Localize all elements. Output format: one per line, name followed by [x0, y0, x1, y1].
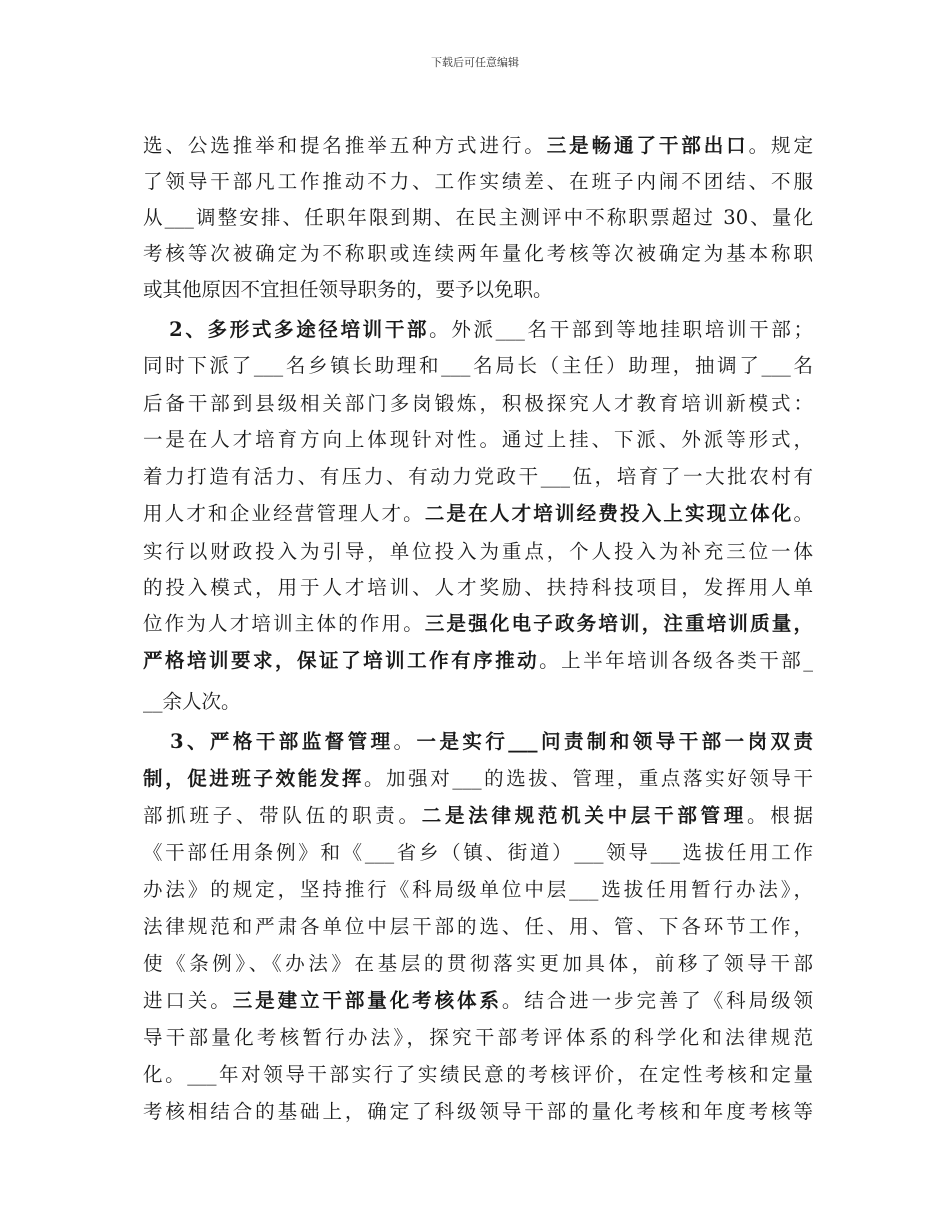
text-line	[143, 459, 813, 495]
body-text: 后备干部到县级相关部门多岗锻炼，积极探究人才教育培训新模式：	[143, 392, 813, 415]
text-line	[143, 983, 813, 1019]
body-text: 进口关。	[143, 989, 233, 1012]
text-line	[143, 872, 813, 908]
bold-heading-text: 二是法律规范机关中层干部管理	[421, 804, 748, 827]
body-text: 导干部量化考核暂行办法》，探究干部考评体系的科学化和法律规范	[143, 1026, 813, 1049]
body-text: 部抓班子、带队伍的职责。	[143, 804, 422, 827]
body-text: 着力打造有活力、有压力、有动力党政干___伍，培育了一大批农村有	[143, 465, 813, 488]
bold-heading-text: 二是在人才培训经费投入上实现立体化	[424, 502, 794, 525]
body-text: 或其他原因不宜担任领导职务的，要予以免职。	[143, 278, 553, 301]
body-text: 。外派___名干部到等地挂职培训干部；	[429, 318, 813, 341]
text-line	[143, 1020, 813, 1056]
text-line	[147, 312, 813, 348]
text-line	[143, 909, 813, 945]
body-text: 《干部任用条例》和《___省乡（镇、街道）___领导___选拔任用工作	[143, 841, 813, 864]
body-text: 一是在人才培育方向上体现针对性。通过上挂、下派、外派等形式，	[143, 428, 813, 451]
text-line	[143, 684, 813, 720]
body-text: 位作为人才培训主体的作用。	[143, 612, 425, 635]
body-text: 。结合进一步完善了《科局级领	[501, 989, 813, 1012]
body-text: 考核相结合的基础上，确定了科级领导干部的量化考核和年度考核等	[143, 1100, 813, 1123]
body-text: 。加强对___的选拔、管理，重点落实好领导干	[363, 767, 813, 790]
text-line	[143, 534, 813, 570]
body-text: 选、公选推举和提名推举五种方式进行。	[143, 134, 547, 157]
body-text: 化。___年对领导干部实行了实绩民意的考核评价，在定性考核和定量	[143, 1063, 813, 1086]
bold-heading-text: 三是畅通了干部出口	[546, 134, 749, 157]
body-text: 的投入模式，用于人才培训、人才奖励、扶持科技项目，发挥用人单	[143, 576, 813, 599]
text-line	[143, 164, 813, 200]
bold-heading-text: 三是建立干部量化考核体系	[232, 989, 502, 1012]
body-text: 使《条例》、《办法》在基层的贯彻落实更加具体，前移了领导干部	[143, 952, 813, 975]
body-text: 。	[793, 502, 813, 525]
text-line	[143, 128, 813, 164]
text-line	[143, 835, 813, 871]
bold-heading-text: 3、严格干部监督管理	[147, 730, 394, 753]
text-line	[143, 236, 813, 272]
text-line	[143, 272, 813, 308]
body-text: 从___调整安排、任职年限到期、在民主测评中不称职票超过 30、量化	[143, 206, 813, 229]
body-text: 实行以财政投入为引导，单位投入为重点，个人投入为补充三位一体	[143, 540, 813, 563]
text-line	[147, 724, 813, 760]
text-line	[143, 798, 813, 834]
bold-heading-text: 一是实行___问责制和领导干部一岗双责	[416, 730, 813, 753]
text-line	[143, 422, 813, 458]
text-line	[143, 946, 813, 982]
text-line	[143, 200, 813, 236]
body-text: 同时下派了___名乡镇长助理和___名局长（主任）助理，抽调了___名	[143, 354, 813, 377]
body-text: 考核等次被确定为不称职或连续两年量化考核等次被确定为基本称职	[143, 242, 813, 265]
body-text: 法律规范和严肃各单位中层干部的选、任、用、管、下各环节工作，	[143, 915, 813, 938]
text-line	[143, 1094, 813, 1130]
bold-heading-text: 制，促进班子效能发挥	[143, 767, 364, 790]
body-text: 。	[393, 730, 417, 753]
bold-heading-text: 三是强化电子政务培训，注重培训质量，	[424, 612, 813, 635]
text-line	[143, 606, 813, 642]
text-line	[143, 570, 813, 606]
text-line	[143, 348, 813, 384]
text-line	[143, 643, 813, 679]
bold-heading-text: 2、多形式多途径培训干部	[147, 318, 430, 341]
body-text: 用人才和企业经营管理人才。	[143, 502, 425, 525]
page-header: 下载后可任意编辑	[431, 56, 519, 69]
text-line	[143, 761, 813, 797]
bold-heading-text: 严格培训要求，保证了培训工作有序推动	[143, 649, 540, 672]
text-line	[143, 1057, 813, 1093]
body-text: 了领导干部凡工作推动不力、工作实绩差、在班子内闹不团结、不服	[143, 170, 813, 193]
body-text: 。上半年培训各级各类干部_	[539, 649, 813, 672]
body-text: 。规定	[748, 134, 813, 157]
body-text: 。根据	[747, 804, 813, 827]
body-text: 办法》的规定，坚持推行《科局级单位中层___选拔任用暂行办法》，	[143, 878, 813, 901]
text-line	[143, 496, 813, 532]
body-text: __余人次。	[143, 690, 241, 713]
text-line	[143, 386, 813, 422]
